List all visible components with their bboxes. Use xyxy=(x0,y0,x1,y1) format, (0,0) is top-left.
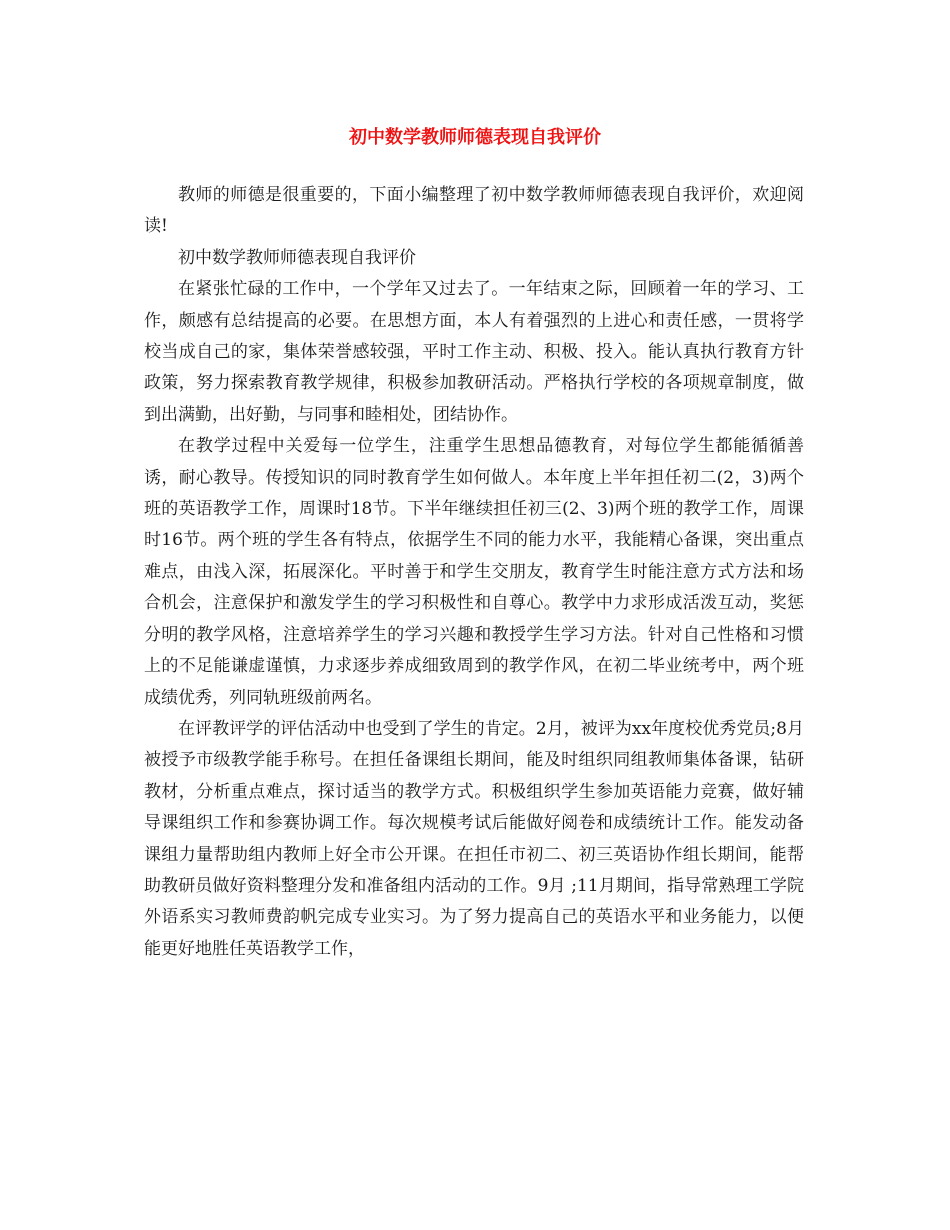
body-paragraph: 在紧张忙碌的工作中，一个学年又过去了。一年结束之际，回顾着一年的学习、工作，颇感有总结提高的必要。在思想方面，本人有着强烈的上进心和责任感，一贯将学校当成自己的家，集体荣誉感较强，平时工作主动、积极、投入。能认真执行教育方针政策，努力探索教育教学规律，积极参加教研活动。严格执行学校的各项规章制度，做到出满勤，出好勤，与同事和睦相处，团结协作。 xyxy=(144,279,804,425)
intro-paragraph: 教师的师德是很重要的，下面小编整理了初中数学教师师德表现自我评价，欢迎阅读! xyxy=(144,185,804,237)
body-paragraph: 在评教评学的评估活动中也受到了学生的肯定。2月，被评为xx年度校优秀党员;8月被授予市级教学能手称号。在担任备课组长期间，能及时组织同组教师集体备课，钻研教材，分析重点难点，探讨适当的教学方式。积极组织学生参加英语能力竞赛，做好辅导课组织工作和参赛协调工作。每次规模考试后能做好阅卷和成绩统计工作。能发动备课组力量帮助组内教师上好全市公开课。在担任市初二、初三英语协作组长期间，能帮助教研员做好资料整理分发和准备组内活动的工作。9月 ;11月期间，指导常熟理工学院外语系实习教师费韵帆完成专业实习。为了努力提高自己的英语水平和业务能力，以便能更好地胜任英语教学工作， xyxy=(144,718,804,959)
document-title: 初中数学教师师德表现自我评价 xyxy=(349,127,601,148)
subtitle-paragraph: 初中数学教师师德表现自我评价 xyxy=(178,247,416,268)
body-paragraph: 在教学过程中关爱每一位学生，注重学生思想品德教育，对每位学生都能循循善诱，耐心教导。传授知识的同时教育学生如何做人。本年度上半年担任初二(2，3)两个班的英语教学工作，周课时18节。下半年继续担任初三(2、3)两个班的教学工作，周课时16节。两个班的学生各有特点，依据学生不同的能力水平，我能精心备课，突出重点难点，由浅入深，拓展深化。平时善于和学生交朋友，教育学生时能注意方式方法和场合机会，注意保护和激发学生的学习积极性和自尊心。教学中力求形成活泼互动，奖惩分明的教学风格，注意培养学生的学习兴趣和教授学生学习方法。针对自己性格和习惯上的不足能谦虚谨慎，力求逐步养成细致周到的教学作风，在初二毕业统考中，两个班成绩优秀，列同轨班级前两名。 xyxy=(144,436,804,708)
document-body xyxy=(144,180,804,965)
